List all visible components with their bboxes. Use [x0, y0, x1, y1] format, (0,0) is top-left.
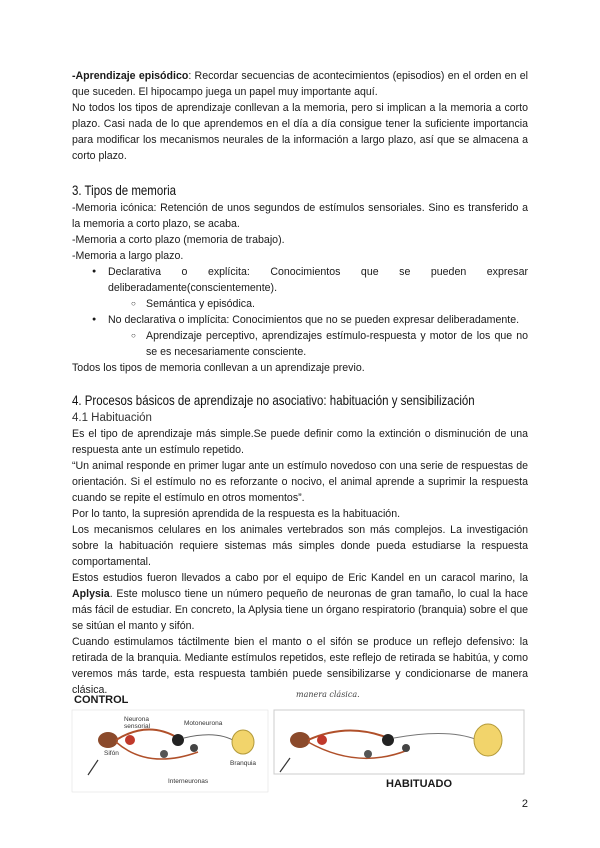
section-4-title: 4. Procesos básicos de aprendizaje no asociativo: habituación y sensibilización	[72, 392, 475, 408]
interneuron	[364, 750, 372, 758]
memory-short-term: -Memoria a corto plazo (memoria de trabajo).	[72, 234, 285, 246]
paragraph: Los mecanismos celulares en los animales vertebrados son más complejos. La investigación sobre la habituación requiere sistemas más simples donde pueda estudiarse la respuesta comportamental.	[72, 524, 528, 568]
paragraph: Por lo tanto, la supresión aprendida de la respuesta es la habituación.	[72, 508, 401, 520]
control-circuit	[72, 710, 268, 792]
interneuron	[402, 744, 410, 752]
label-gill: Branquia	[230, 760, 257, 767]
paragraph-text: Estos estudios fueron llevados a cabo por el equipo de Eric Kandel en un caracol marino, la	[72, 572, 528, 584]
page-body	[72, 68, 528, 698]
neuron-diagram	[68, 690, 528, 800]
paragraph-episodic	[72, 68, 528, 100]
list-item-text: Declarativa o explícita: Conocimientos que se pueden expresar deliberadamente(conscientemente).	[108, 266, 528, 294]
bold-term: Aplysia	[72, 588, 110, 600]
memory-iconic: -Memoria icónica: Retención de unos segundos de estímulos sensoriales. Sino es transferido a la memoria a corto plazo, se acaba.	[72, 202, 528, 230]
figure-label-habituado: HABITUADO	[386, 778, 452, 790]
paragraph: Es el tipo de aprendizaje más simple.Se puede definir como la extinción o disminución de una respuesta ante un estímulo repetido.	[72, 428, 528, 456]
label-sensory-neuron: Neurona sensorial	[124, 716, 151, 730]
interneuron	[160, 750, 168, 758]
section-3-title: 3. Tipos de memoria	[72, 182, 177, 198]
memory-long-term: -Memoria a largo plazo.	[72, 250, 184, 262]
gill	[232, 730, 254, 754]
handwritten-note: manera clásica.	[296, 690, 360, 699]
siphon-tissue	[98, 732, 118, 748]
paragraph-text: . Este molusco tiene un número pequeño de neuronas de gran tamaño, lo cual la hace más fácil de estudiar. En concreto, la Aplysia tiene un órgano respiratorio (branquia) sobre el que se sitúan el manto y sifón.	[72, 588, 528, 632]
paragraph-aplysia	[72, 570, 528, 634]
motor-neuron	[172, 734, 184, 746]
label-interneurons: Interneuronas	[168, 778, 209, 785]
sensory-neuron	[125, 735, 135, 745]
sub-list-item: ○ Aprendizaje perceptivo, aprendizajes estímulo-respuesta y motor de los que no se es necesariamente consciente.	[146, 328, 528, 360]
figure-label-control: CONTROL	[74, 694, 129, 706]
interneuron	[190, 744, 198, 752]
list-item-text: No declarativa o implícita: Conocimientos que no se pueden expresar deliberadamente.	[108, 314, 520, 326]
paragraph-text: : Recordar secuencias de acontecimientos (episodios) en el orden en el que suceden. El hipocampo juega un papel muy importante aquí.	[72, 70, 528, 98]
sub-list-item: ○ Semántica y episódica.	[146, 296, 528, 312]
aplysia-habituation-figure	[68, 690, 528, 800]
subsection-4-1-title: 4.1 Habituación	[72, 412, 152, 424]
page-number: 2	[521, 798, 528, 810]
memory-closing: Todos los tipos de memoria conllevan a un aprendizaje previo.	[72, 362, 365, 374]
list-item	[96, 264, 528, 312]
stimulus-probe	[88, 760, 98, 775]
paragraph: Cuando estimulamos táctilmente bien el manto o el sifón se produce un reflejo defensivo: la retirada de la branquia. Mediante estímulos repetidos, este reflejo de retirada se habitúa, y como veremos más tarde, esta respuesta también puede sensibilizarse y condicionarse de manera clásica.	[72, 636, 528, 696]
motor-neuron	[382, 734, 394, 746]
stimulus-probe	[280, 758, 290, 772]
bold-term: -Aprendizaje episódico	[72, 70, 189, 82]
label-motor-neuron: Motoneurona	[184, 720, 223, 727]
sensory-neuron	[317, 735, 327, 745]
sub-list	[108, 296, 528, 312]
label-siphon: Sifón	[104, 750, 119, 757]
paragraph-short-term: No todos los tipos de aprendizaje conllevan a la memoria, pero si implican a la memoria a corto plazo. Casi nada de lo que aprendemos en el día a día consigue tener la suficiente importancia para modificar los mecanismos neurales de la información a largo plazo, así que se almacena a corto plazo.	[72, 102, 528, 162]
paragraph: “Un animal responde en primer lugar ante un estímulo novedoso con una serie de respuestas de orientación. Si el estímulo no es reforzante o nocivo, el animal aprende a suprimir la respuesta cuando se repite el estímulo en otros momentos”.	[72, 460, 528, 504]
gill	[474, 724, 502, 756]
siphon-tissue	[290, 732, 310, 748]
sub-list	[108, 328, 528, 360]
list-item	[96, 312, 528, 360]
habituated-circuit	[274, 710, 524, 774]
long-term-list	[72, 264, 528, 360]
